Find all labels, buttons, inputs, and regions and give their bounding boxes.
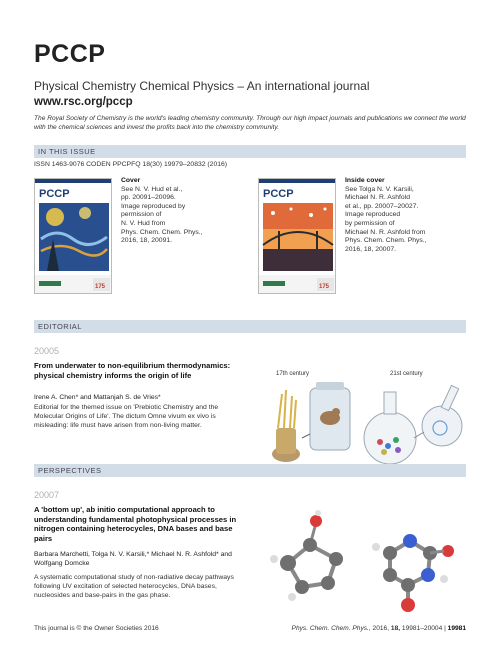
cover-line: 2016, 18, 20007. xyxy=(345,245,397,253)
editorial-bar: EDITORIAL xyxy=(34,320,466,333)
cover-line: by permission of xyxy=(345,219,395,227)
label-17th-century: 17th century xyxy=(276,371,310,377)
cover-line: Image reproduced xyxy=(345,211,401,219)
cover-b-title: PCCP xyxy=(263,188,294,200)
cover-line: 2016, 18, 20091. xyxy=(121,237,173,245)
journal-url[interactable]: www.rsc.org/pccp xyxy=(34,96,133,108)
in-this-issue-bar: IN THIS ISSUE xyxy=(34,145,466,158)
cover-line: Phys. Chem. Chem. Phys., xyxy=(345,237,427,245)
rsc-blurb: The Royal Society of Chemistry is the world's leading chemistry community. Through our high impact journals and publications we connect the world with the chemical sciences and invest the profits back into the chemistry community. xyxy=(34,115,466,131)
molecule-illustration xyxy=(258,505,466,613)
footer-page-number: 19981 xyxy=(447,625,466,632)
journal-title: PCCP xyxy=(34,40,106,68)
footer-year: 2016, xyxy=(372,625,390,632)
article-title[interactable]: A 'bottom up', ab initio computational approach to understanding fundamental photophysical processes in nitrogen containing heterocycles, DNA bases and base pairs xyxy=(34,505,237,543)
cover-heading: Inside cover xyxy=(345,177,385,184)
cover-image xyxy=(34,178,112,294)
article-abstract: Editorial for the themed issue on 'Prebiotic Chemistry and the Molecular Origins of Life'. The dictum Omne vivum ex vivo is misleading: life must have arisen from non-living matter. xyxy=(34,404,219,429)
cover-line: Michael N. R. Ashfold from xyxy=(345,228,426,236)
cover-line: N. V. Hud from xyxy=(121,219,166,227)
cover-caption xyxy=(121,177,229,246)
cover-a-title: PCCP xyxy=(39,188,70,200)
copyright-notice: This journal is © the Owner Societies 2016 xyxy=(34,625,159,632)
cover-line: See N. V. Hud et al., xyxy=(121,185,183,193)
article-authors: Barbara Marchetti, Tolga N. V. Karsili,* Michael N. R. Ashfold* and Wolfgang Domcke xyxy=(34,551,232,567)
footer-journal: Phys. Chem. Chem. Phys., xyxy=(291,625,371,632)
editorial-graphic xyxy=(264,366,466,470)
article-authors: Irene A. Chen* and Mattanjah S. de Vries* xyxy=(34,394,161,401)
footer-pages: 19981–20004 xyxy=(401,625,443,632)
journal-subtitle: Physical Chemistry Chemical Physics – An international journal xyxy=(34,79,370,93)
article-page-number: 20005 xyxy=(34,346,60,356)
cover-line: permission of xyxy=(121,211,162,219)
flask-illustration xyxy=(264,366,466,470)
cover-line: et al., pp. 20007–20027. xyxy=(345,202,419,210)
footer-volume: 18, xyxy=(390,625,401,632)
issn-line: ISSN 1463-9076 CODEN PPCPFQ 18(30) 19979–20832 (2016) xyxy=(34,161,228,168)
cover-artwork-bridge xyxy=(259,179,336,294)
cover-line: pp. 20091–20096. xyxy=(121,194,176,202)
cover-a-badge: 175 xyxy=(95,284,106,290)
label-21st-century: 21st century xyxy=(390,371,423,377)
article-page-number: 20007 xyxy=(34,490,60,500)
inside-cover-caption xyxy=(345,177,453,254)
cover-heading: Cover xyxy=(121,177,141,184)
cover-line: Image reproduced by xyxy=(121,202,186,210)
article-title[interactable]: From underwater to non-equilibrium thermodynamics: physical chemistry informs the origin of life xyxy=(34,361,231,380)
cover-line: Michael N. R. Ashfold xyxy=(345,194,410,202)
cover-b-badge: 175 xyxy=(319,284,330,290)
article-abstract: A systematic computational study of non-radiative decay pathways following UV excitation of selected heterocycles, DNA bases, nucleosides and base-pairs in the gas phase. xyxy=(34,574,234,599)
perspectives-graphic xyxy=(258,505,466,613)
cover-line: Phys. Chem. Chem. Phys., xyxy=(121,228,203,236)
inside-cover-image xyxy=(258,178,336,294)
perspectives-bar: PERSPECTIVES xyxy=(34,464,466,477)
cover-artwork-starry xyxy=(35,179,112,294)
cover-line: See Tolga N. V. Karsili, xyxy=(345,185,414,193)
journal-citation: Phys. Chem. Chem. Phys., 2016, 18, 19981–20004 | 19981 xyxy=(291,625,466,632)
